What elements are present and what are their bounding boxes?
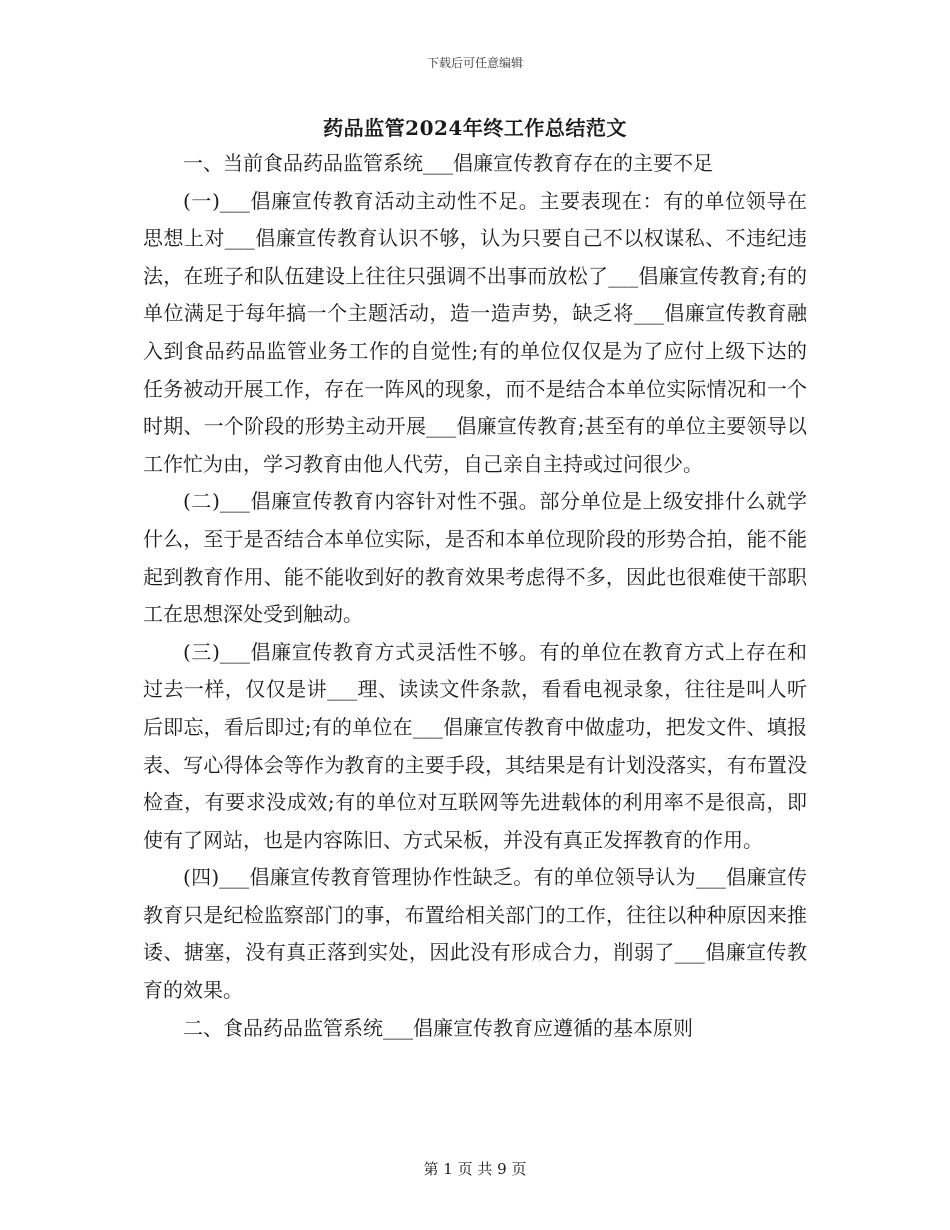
section-heading-2: 二、食品药品监管系统___倡廉宣传教育应遵循的基本原则 [183,1015,693,1040]
section-heading-1: 一、当前食品药品监管系统___倡廉宣传教育存在的主要不足 [183,151,713,175]
document-title: 药品监管2024年终工作总结范文 [323,116,627,140]
paragraph-item-4: (四)___倡廉宣传教育管理协作性缺乏。有的单位领导认为___倡廉宣传教育只是纪检监察部门的事，布置给相关部门的工作，往往以种种原因来推诿、搪塞，没有真正落到实处，因此没有形成合力，削弱了___倡廉宣传教育的效果。 [143,865,807,1003]
paragraph-item-3: (三)___倡廉宣传教育方式灵活性不够。有的单位在教育方式上存在和过去一样，仅仅是讲___理、读读文件条款，看看电视录象，往往是叫人听后即忘，看后即过;有的单位在___倡廉宣传教育中做虚功，把发文件、填报表、写心得体会等作为教育的主要手段，其结果是有计划没落实，有布置没检查，有要求没成效;有的单位对互联网等先进载体的利用率不是很高，即使有了网站，也是内容陈旧、方式呆板，并没有真正发挥教育的作用。 [143,639,807,852]
paragraph-item-2: (二)___倡廉宣传教育内容针对性不强。部分单位是上级安排什么就学什么，至于是否结合本单位实际，是否和本单位现阶段的形势合拍，能不能起到教育作用、能不能收到好的教育效果考虑得不多，因此也很难使干部职工在思想深处受到触动。 [143,489,807,627]
document-body [143,145,807,1047]
page-number: 第 1 页 共 9 页 [423,1160,527,1178]
paragraph-item-1: (一)___倡廉宣传教育活动主动性不足。主要表现在：有的单位领导在思想上对___倡廉宣传教育认识不够，认为只要自己不以权谋私、不违纪违法，在班子和队伍建设上往往只强调不出事而放松了___倡廉宣传教育;有的单位满足于每年搞一个主题活动，造一造声势，缺乏将___倡廉宣传教育融入到食品药品监管业务工作的自觉性;有的单位仅仅是为了应付上级下达的任务被动开展工作，存在一阵风的现象，而不是结合本单位实际情况和一个时期、一个阶段的形势主动开展___倡廉宣传教育;甚至有的单位主要领导以工作忙为由，学习教育由他人代劳，自己亲自主持或过问很少。 [143,188,807,476]
page-header-note: 下载后可任意编辑 [426,56,523,70]
